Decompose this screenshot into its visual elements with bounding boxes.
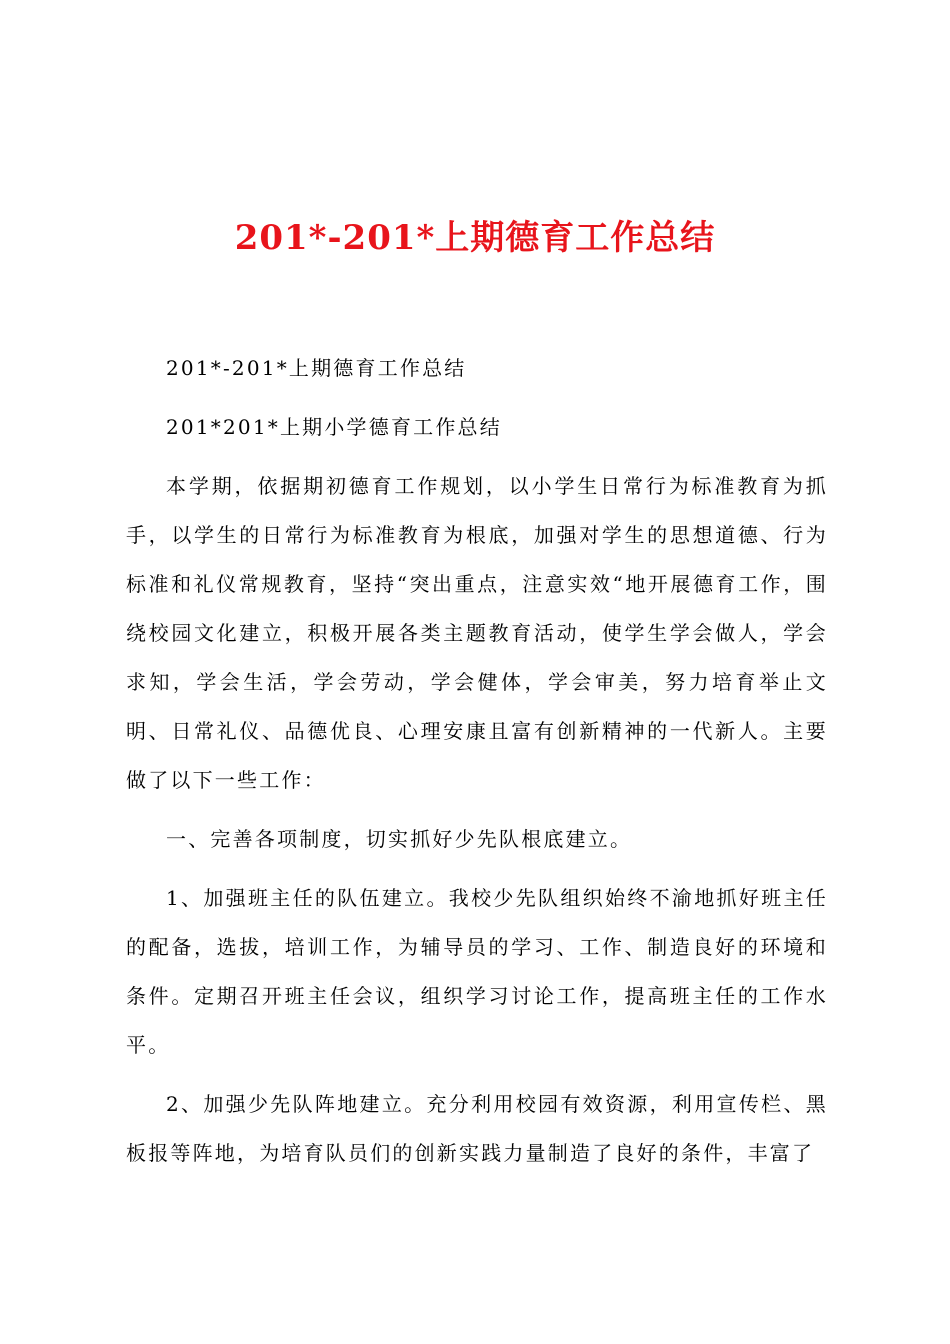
document-title: 201*-201*上期德育工作总结 xyxy=(234,218,716,258)
paragraph-item-two: 2、加强少先队阵地建立。充分利用校园有效资源，利用宣传栏、黑板报等阵地，为培育队员们的创新实践力量制造了良好的条件，丰富了 xyxy=(126,1092,828,1165)
paragraph-item-one: 1、加强班主任的队伍建立。我校少先队组织始终不渝地抓好班主任的配备，选拔，培训工作，为辅导员的学习、工作、制造良好的环境和条件。定期召开班主任会议，组织学习讨论工作，提高班主任的工作水平。 xyxy=(126,886,828,1057)
document-body xyxy=(126,344,828,1178)
paragraph-section-one: 一、完善各项制度，切实抓好少先队根底建立。 xyxy=(166,827,633,851)
paragraph-heading: 201*-201*上期德育工作总结 xyxy=(166,356,467,380)
paragraph-intro: 本学期，依据期初德育工作规划，以小学生日常行为标准教育为抓手，以学生的日常行为标准教育为根底，加强对学生的思想道德、行为标准和礼仪常规教育，坚持“突出重点，注意实效“地开展德育工作，围绕校园文化建立，积极开展各类主题教育活动，使学生学会做人，学会求知，学会生活，学会劳动，学会健体，学会审美，努力培育举止文明、日常礼仪、品德优良、心理安康且富有创新精神的一代新人。主要做了以下一些工作： xyxy=(126,474,828,792)
paragraph-subheading: 201*201*上期小学德育工作总结 xyxy=(166,415,502,439)
